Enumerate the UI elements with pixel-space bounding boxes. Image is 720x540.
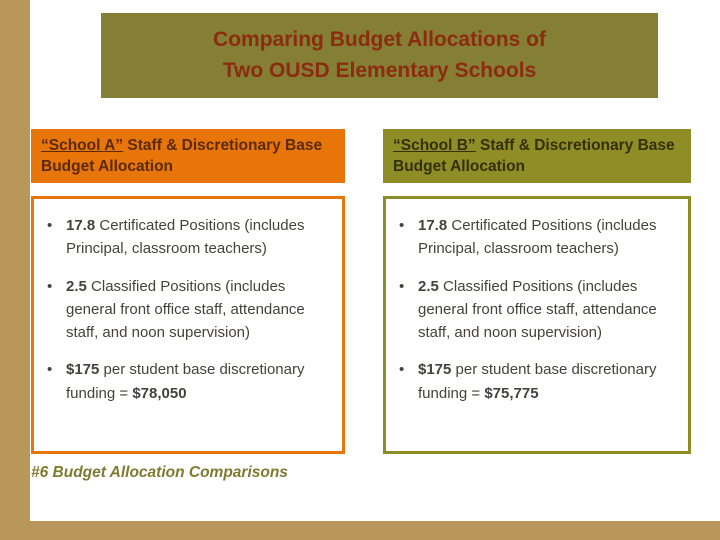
discretionary-text: per student base discretionary funding =: [66, 361, 305, 402]
school-b-bullet-certificated: [394, 214, 678, 261]
school-a-bullet-list: [34, 199, 342, 405]
discretionary-total: $75,775: [484, 384, 539, 402]
slide-footer-caption: #6 Budget Allocation Comparisons: [31, 464, 288, 481]
slide-title-line-1: Comparing Budget Allocations of: [213, 28, 546, 52]
school-b-bullet-classified: [394, 275, 678, 345]
classified-text: Classified Positions (includes general front office staff, attendance staff, and noon supervision): [66, 277, 305, 341]
school-a-bullet-certificated: [42, 214, 332, 261]
discretionary-total: $78,050: [132, 384, 187, 402]
school-a-header: [31, 129, 345, 183]
school-a-budget-box: [31, 196, 345, 454]
school-b-header-rest: Staff & Discretionary Base Budget Allocation: [393, 137, 675, 175]
bottom-accent-bar: [0, 521, 720, 540]
certificated-count: 17.8: [418, 217, 448, 234]
discretionary-text: per student base discretionary funding =: [418, 361, 657, 402]
left-accent-bar: [0, 0, 30, 540]
per-student-rate: $175: [418, 361, 452, 379]
school-b-bullet-discretionary: [394, 358, 678, 405]
school-b-name: “School B”: [393, 137, 476, 154]
certificated-text: Certificated Positions (includes Principal, classroom teachers): [66, 217, 305, 258]
school-b-header: [383, 129, 691, 183]
classified-text: Classified Positions (includes general front office staff, attendance staff, and noon supervision): [418, 277, 657, 341]
school-a-header-rest: Staff & Discretionary Base Budget Allocation: [41, 137, 323, 175]
certificated-count: 17.8: [66, 217, 96, 234]
school-b-budget-box: [383, 196, 691, 454]
per-student-rate: $175: [66, 361, 100, 379]
school-a-name: “School A”: [41, 137, 124, 154]
classified-count: 2.5: [418, 277, 439, 295]
slide-title-banner: [101, 13, 658, 98]
school-a-bullet-discretionary: [42, 358, 332, 405]
school-b-bullet-list: [386, 199, 688, 405]
certificated-text: Certificated Positions (includes Principal, classroom teachers): [418, 217, 657, 258]
classified-count: 2.5: [66, 277, 87, 295]
slide-title-line-2: Two OUSD Elementary Schools: [222, 58, 537, 82]
school-a-bullet-classified: [42, 275, 332, 345]
